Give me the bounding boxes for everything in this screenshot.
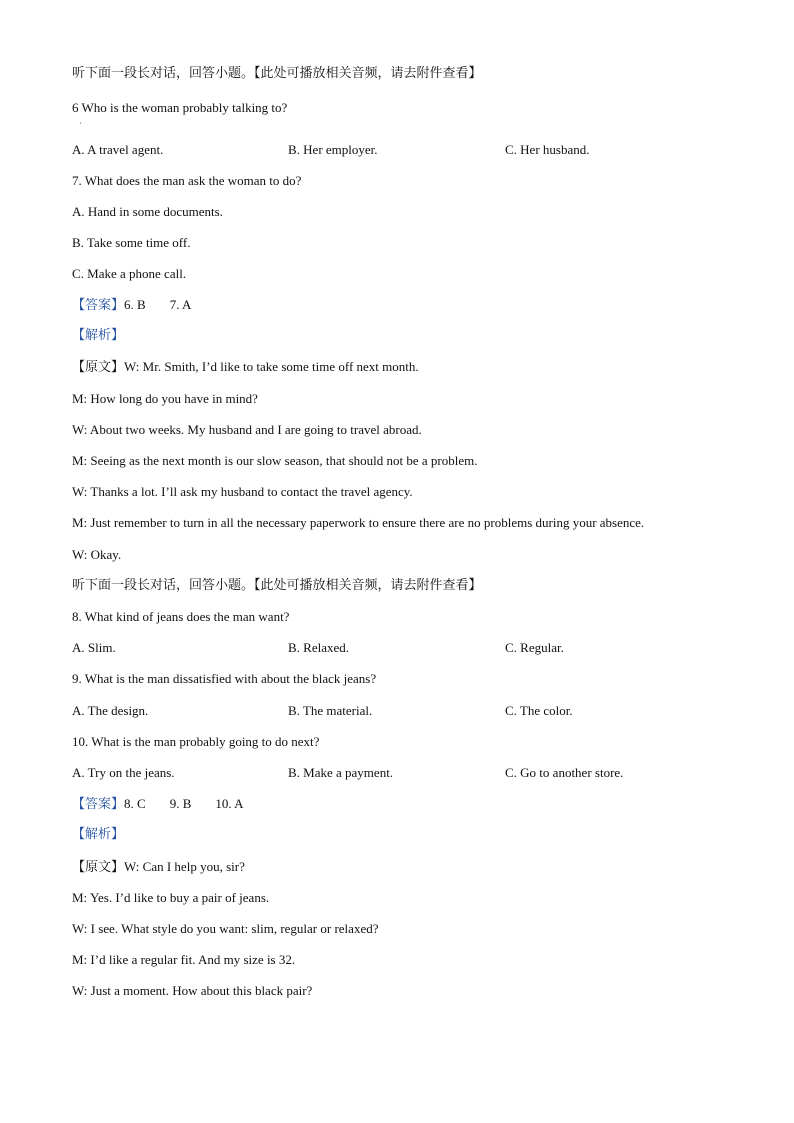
transcript-line: W: About two weeks. My husband and I are going to travel abroad. — [72, 422, 422, 437]
question-10: 10. What is the man probably going to do next? — [72, 734, 320, 749]
section-instruction: 听下面一段长对话，回答小题。【此处可播放相关音频，请去附件查看】 — [72, 578, 482, 593]
answer-line — [72, 796, 244, 813]
q10-option-a: A. Try on the jeans. — [72, 765, 175, 780]
transcript-line: M: I’d like a regular fit. And my size is 32. — [72, 952, 296, 967]
q10-option-b: B. Make a payment. — [288, 765, 394, 780]
stray-dot: · — [79, 119, 82, 128]
answer-value: 6. B — [124, 297, 146, 312]
question-9: 9. What is the man dissatisfied with about the black jeans? — [72, 671, 377, 686]
answer-value: 9. B — [169, 796, 192, 811]
q8-option-b: B. Relaxed. — [288, 640, 350, 655]
q9-option-c: C. The color. — [505, 703, 573, 718]
original-tag: 【原文】 — [72, 360, 125, 375]
transcript-text: W: Can I help you, sir? — [124, 859, 245, 874]
question-6: 6 Who is the woman probably talking to? — [72, 100, 288, 115]
transcript-line: W: Just a moment. How about this black pair? — [72, 983, 313, 998]
question-8: 8. What kind of jeans does the man want? — [72, 609, 290, 624]
q9-option-a: A. The design. — [72, 703, 149, 718]
transcript-line: W: Thanks a lot. I’ll ask my husband to contact the travel agency. — [72, 484, 413, 499]
section-instruction: 听下面一段长对话，回答小题。【此处可播放相关音频，请去附件查看】 — [72, 66, 482, 81]
q10-option-c: C. Go to another store. — [505, 765, 624, 780]
q7-option-c: C. Make a phone call. — [72, 266, 187, 281]
transcript-text: W: Mr. Smith, I’d like to take some time off next month. — [124, 359, 419, 374]
transcript-line — [72, 359, 419, 376]
transcript-line: M: Just remember to turn in all the necessary paperwork to ensure there are no problems during your absence. — [72, 515, 645, 530]
q7-option-b: B. Take some time off. — [72, 235, 191, 250]
transcript-line: W: I see. What style do you want: slim, regular or relaxed? — [72, 921, 379, 936]
q6-option-b: B. Her employer. — [288, 142, 378, 157]
transcript-line: W: Okay. — [72, 547, 122, 562]
answer-line — [72, 297, 191, 314]
transcript-line: M: Seeing as the next month is our slow season, that should not be a problem. — [72, 453, 478, 468]
analysis-tag: 【解析】 — [72, 827, 125, 842]
answer-tag: 【答案】 — [72, 298, 125, 313]
answer-tag: 【答案】 — [72, 797, 125, 812]
q9-option-b: B. The material. — [288, 703, 373, 718]
transcript-line — [72, 859, 245, 876]
answer-value: 10. A — [215, 796, 244, 811]
q7-option-a: A. Hand in some documents. — [72, 204, 223, 219]
original-tag: 【原文】 — [72, 860, 125, 875]
transcript-line: M: How long do you have in mind? — [72, 391, 258, 406]
question-7: 7. What does the man ask the woman to do? — [72, 173, 302, 188]
answer-value: 8. C — [124, 796, 146, 811]
transcript-line: M: Yes. I’d like to buy a pair of jeans. — [72, 890, 270, 905]
q6-option-c: C. Her husband. — [505, 142, 590, 157]
analysis-tag: 【解析】 — [72, 328, 125, 343]
q8-option-a: A. Slim. — [72, 640, 116, 655]
q8-option-c: C. Regular. — [505, 640, 564, 655]
q6-option-a: A. A travel agent. — [72, 142, 164, 157]
answer-value: 7. A — [169, 297, 192, 312]
